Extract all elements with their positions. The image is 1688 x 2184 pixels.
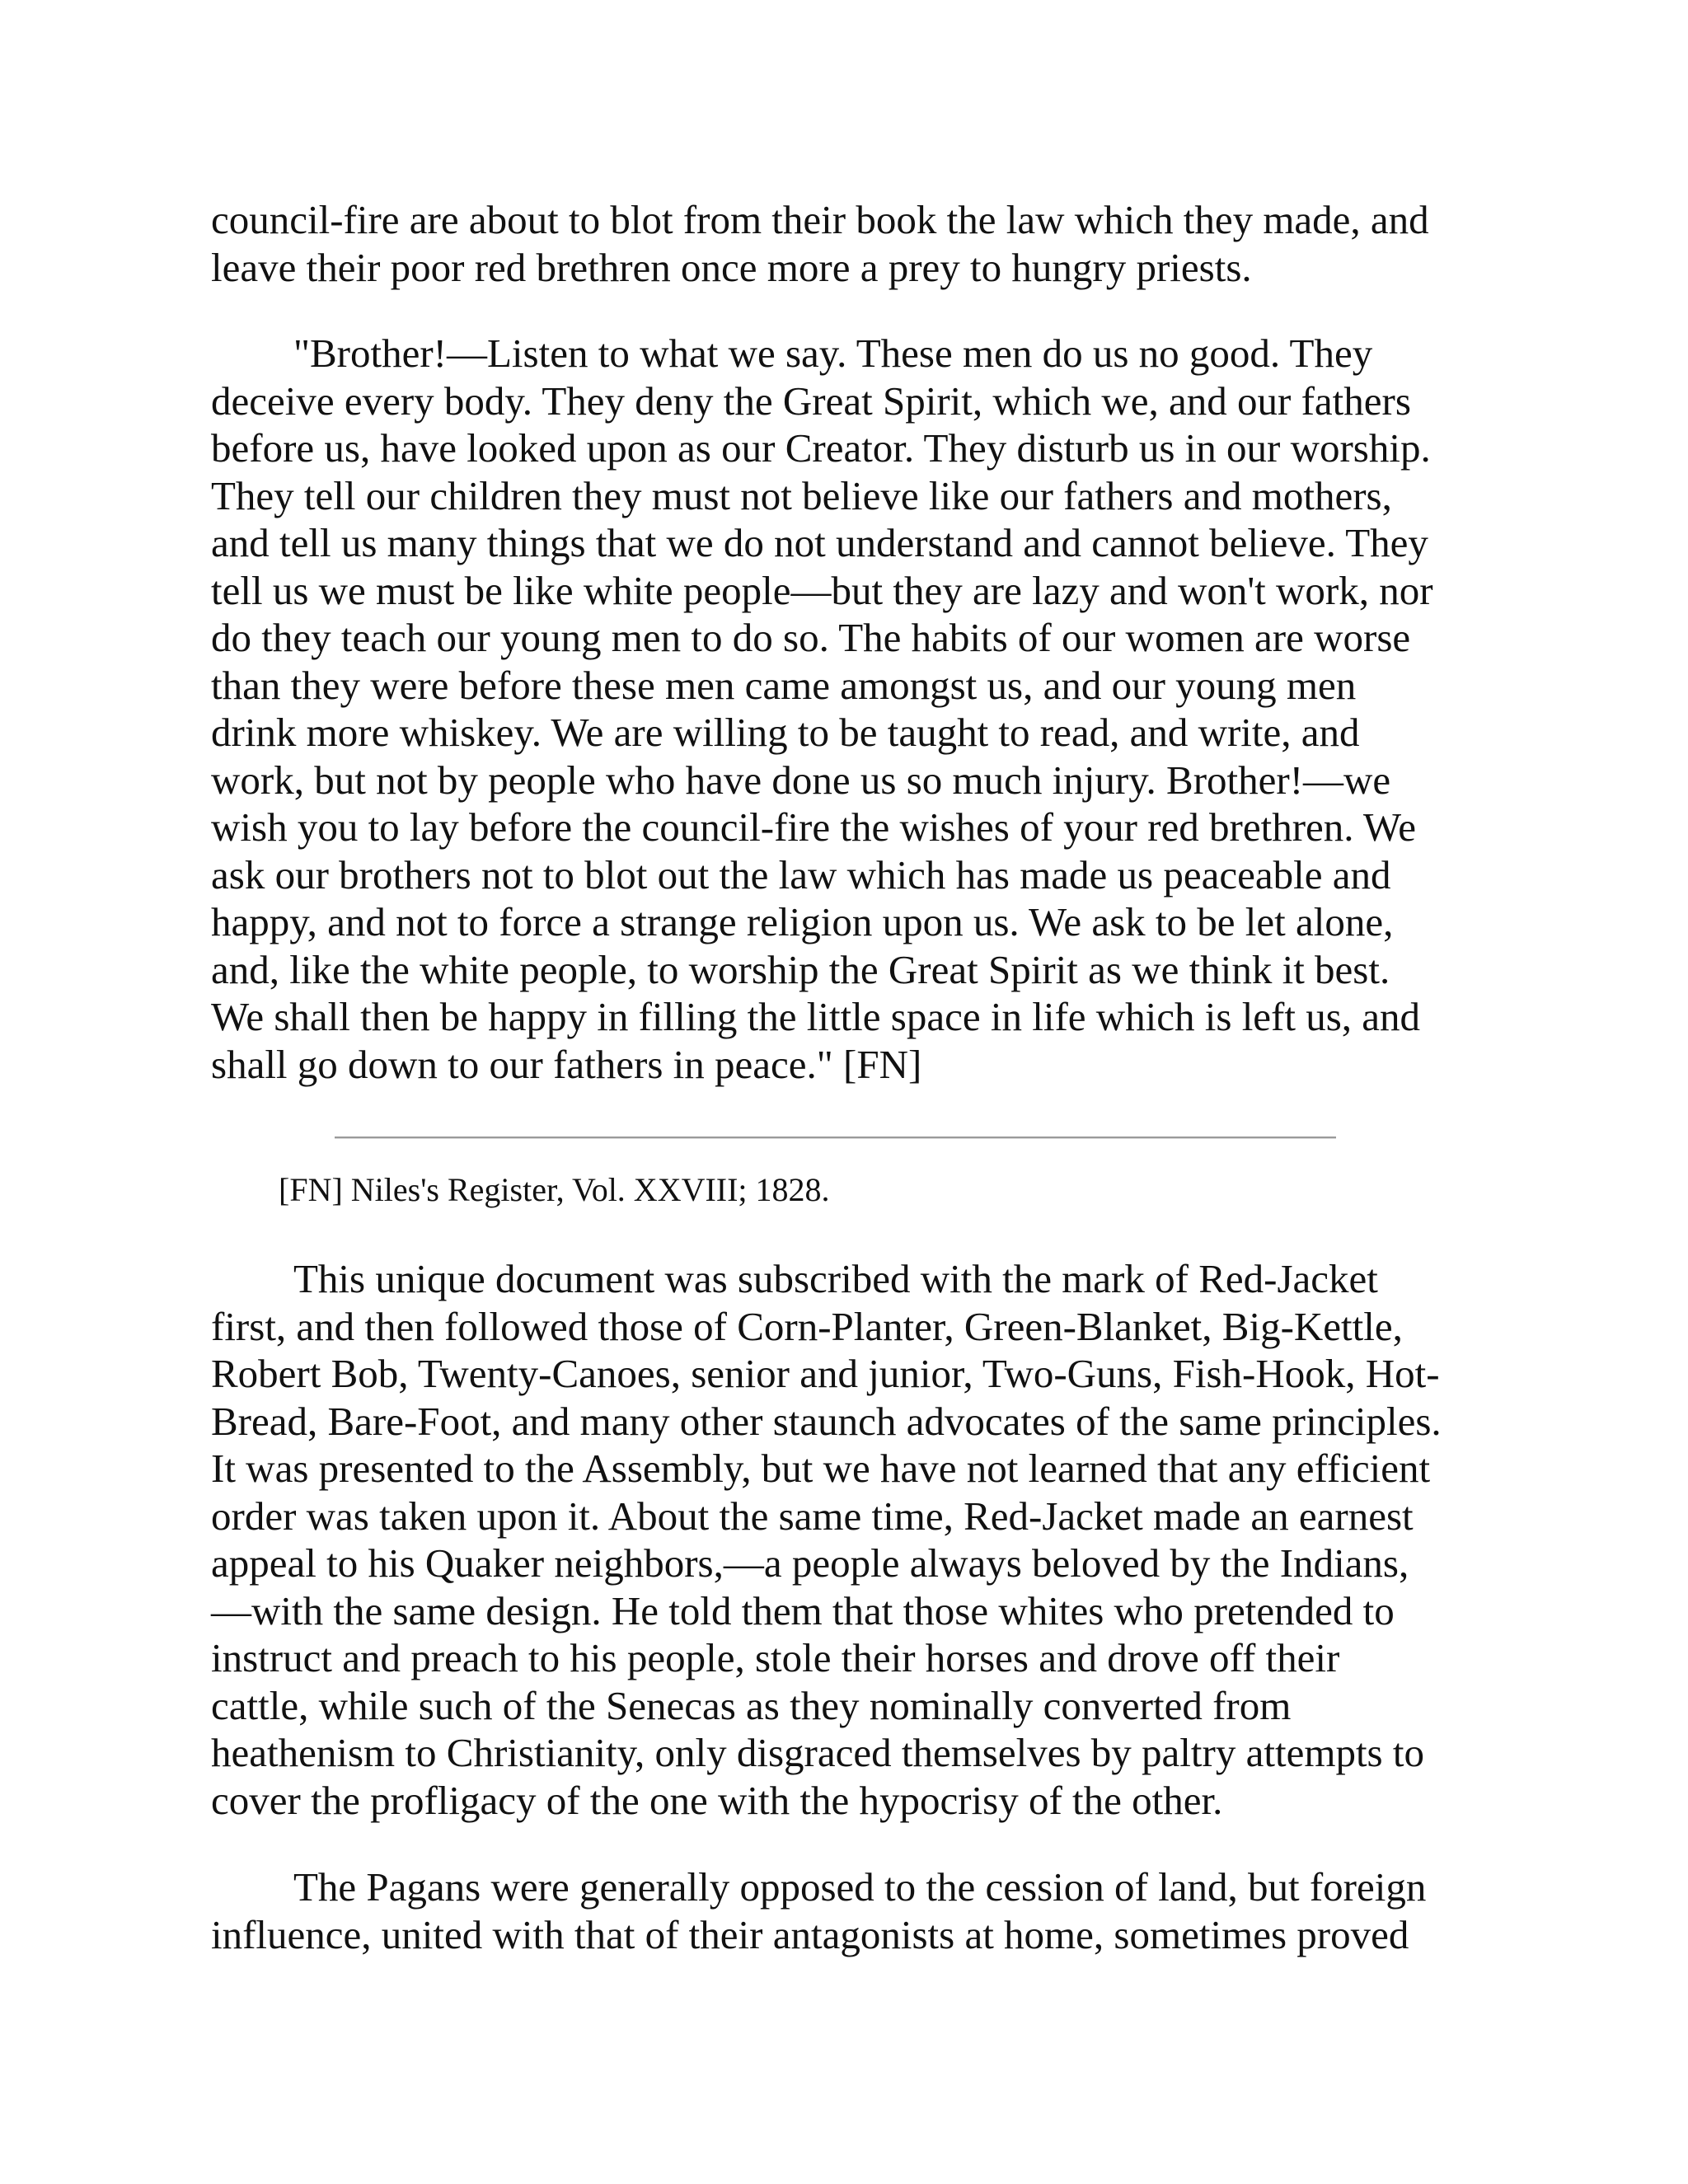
- text-line: appeal to his Quaker neighbors,—a people always beloved by the Indians,: [211, 1540, 1409, 1586]
- text-line: The Pagans were generally opposed to the cession of land, but foreign: [293, 1864, 1427, 1910]
- text-line: happy, and not to force a strange religion upon us. We ask to be let alone,: [211, 899, 1394, 944]
- text-line: They tell our children they must not believe like our fathers and mothers,: [211, 472, 1392, 518]
- text-line: cover the profligacy of the one with the hypocrisy of the other.: [211, 1777, 1223, 1823]
- document-page: [211, 0, 1477, 2184]
- text-line: influence, united with that of their antagonists at home, sometimes proved: [211, 1911, 1409, 1957]
- text-line: before us, have looked upon as our Creator. They disturb us in our worship.: [211, 425, 1431, 471]
- footnote-divider: [335, 1137, 1336, 1139]
- text-line: do they teach our young men to do so. The habits of our women are worse: [211, 615, 1411, 660]
- text-line: than they were before these men came amongst us, and our young men: [211, 662, 1357, 708]
- text-line: drink more whiskey. We are willing to be taught to read, and write, and: [211, 710, 1360, 755]
- text-line: heathenism to Christianity, only disgraced themselves by paltry attempts to: [211, 1730, 1424, 1775]
- footnote: [FN] Niles's Register, Vol. XXVIII; 1828.: [279, 1171, 830, 1208]
- paragraph-2: [211, 330, 1472, 1088]
- text-line: cattle, while such of the Senecas as they nominally converted from: [211, 1682, 1292, 1728]
- paragraph-4: [211, 1863, 1472, 1958]
- text-line: first, and then followed those of Corn-Planter, Green-Blanket, Big-Kettle,: [211, 1303, 1403, 1349]
- paragraph-3: [211, 1255, 1472, 1824]
- text-line: tell us we must be like white people—but they are lazy and won't work, nor: [211, 567, 1433, 613]
- text-line: ask our brothers not to blot out the law which has made us peaceable and: [211, 851, 1391, 898]
- text-line: work, but not by people who have done us so much injury. Brother!—we: [211, 757, 1391, 803]
- text-line: "Brother!—Listen to what we say. These men do us no good. They: [293, 330, 1373, 376]
- paragraph-1: [211, 196, 1472, 291]
- text-line: It was presented to the Assembly, but we have not learned that any efficient: [211, 1446, 1431, 1491]
- text-line: Bread, Bare-Foot, and many other staunch advocates of the same principles.: [211, 1398, 1442, 1444]
- text-line: shall go down to our fathers in peace." [FN]: [211, 1041, 922, 1087]
- text-line: leave their poor red brethren once more a prey to hungry priests.: [211, 244, 1252, 290]
- text-line: instruct and preach to his people, stole their horses and drove off their: [211, 1635, 1340, 1680]
- text-line: We shall then be happy in filling the little space in life which is left us, and: [211, 994, 1421, 1039]
- text-line: and tell us many things that we do not understand and cannot believe. They: [211, 520, 1428, 565]
- text-line: wish you to lay before the council-fire the wishes of your red brethren. We: [211, 804, 1416, 850]
- text-line: Robert Bob, Twenty-Canoes, senior and junior, Two-Guns, Fish-Hook, Hot-: [211, 1351, 1440, 1396]
- text-line: —with the same design. He told them that those whites who pretended to: [211, 1587, 1395, 1633]
- text-line: and, like the white people, to worship the Great Spirit as we think it best.: [211, 946, 1390, 992]
- text-line: council-fire are about to blot from their book the law which they made, and: [211, 197, 1429, 242]
- text-line: order was taken upon it. About the same time, Red-Jacket made an earnest: [211, 1493, 1414, 1539]
- text-line: deceive every body. They deny the Great Spirit, which we, and our fathers: [211, 377, 1411, 424]
- text-line: This unique document was subscribed with the mark of Red-Jacket: [293, 1256, 1378, 1301]
